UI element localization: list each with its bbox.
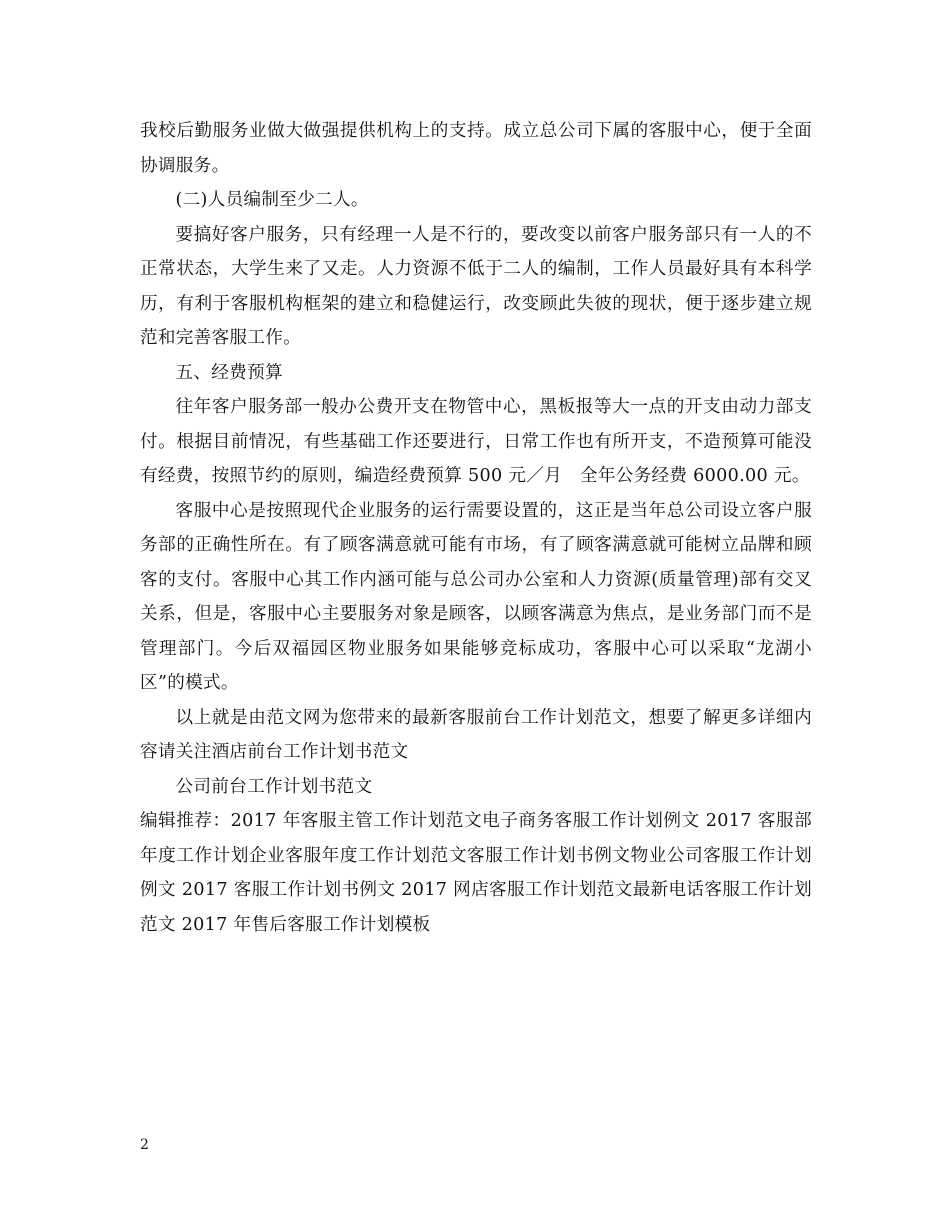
paragraph: 往年客户服务部一般办公费开支在物管中心，黑板报等大一点的开支由动力部支付。根据目前情况，有些基础工作还要进行，日常工作也有所开支，不造预算可能没有经费，按照节约的原则，编造经费预算 500 元／月 全年公务经费 6000.00 元。 [140,397,812,486]
section-heading-budget: 五、经费预算 [175,362,283,383]
paragraph: 以上就是由范文网为您带来的最新客服前台工作计划范文，想要了解更多详细内容请关注酒店前台工作计划书范文 [140,707,812,762]
paragraph: 要搞好客户服务，只有经理一人是不行的，要改变以前客户服务部只有一人的不正常状态，大学生来了又走。人力资源不低于二人的编制，工作人员最好具有本科学历，有利于客服机构框架的建立和稳健运行，改变顾此失彼的现状，便于逐步建立规范和完善客服工作。 [140,224,812,348]
section-heading-staffing: (二)人员编制至少二人。 [175,190,369,210]
editor-recommendation: 编辑推荐：2017 年客服主管工作计划范文电子商务客服工作计划例文 2017 客服部年度工作计划企业客服年度工作计划范文客服工作计划书例文物业公司客服工作计划例文 2017 客服工作计划书例文 2017 网店客服工作计划范文最新电话客服工作计划范文 2017 年售后客服工作计划模板 [140,811,812,935]
paragraph: 客服中心是按照现代企业服务的运行需要设置的，这正是当年总公司设立客户服务部的正确性所在。有了顾客满意就可能有市场，有了顾客满意就可能树立品牌和顾客的支付。客服中心其工作内涵可能与总公司办公室和人力资源(质量管理)部有交叉关系，但是，客服中心主要服务对象是顾客，以顾客满意为焦点，是业务部门而不是管理部门。今后双福园区物业服务如果能够竞标成功，客服中心可以采取“龙湖小区”的模式。 [140,500,812,693]
related-title: 公司前台工作计划书范文 [175,776,373,797]
page-number: 2 [140,1137,149,1153]
paragraph: 我校后勤服务业做大做强提供机构上的支持。成立总公司下属的客服中心，便于全面协调服务。 [140,121,812,176]
document-body [140,114,812,942]
